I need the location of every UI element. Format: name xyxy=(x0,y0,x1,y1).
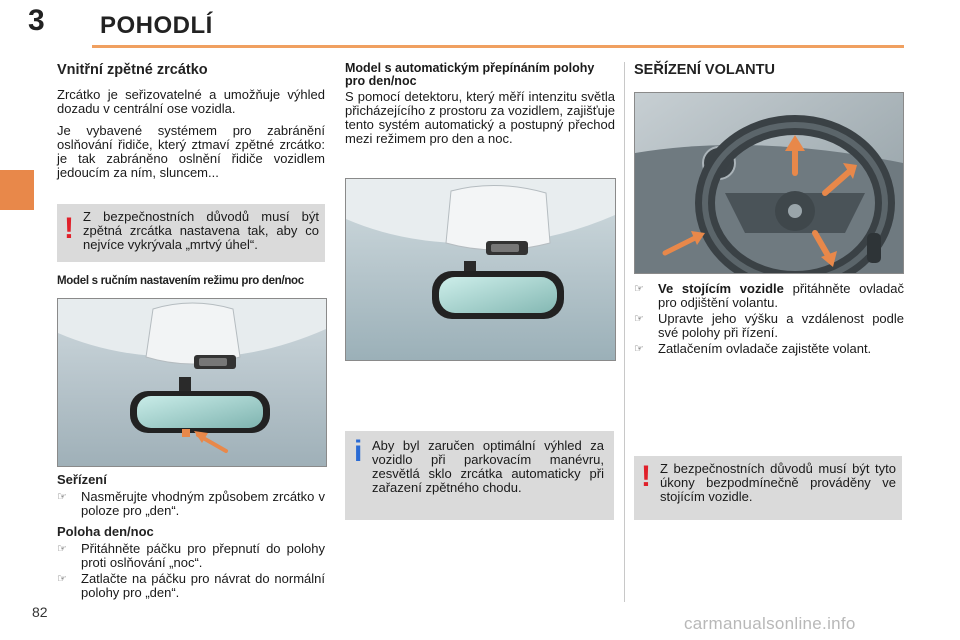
daynight-item-1 xyxy=(57,542,325,570)
auto-mode-text: S pomocí detektoru, který měří intenzitu světla přicházejícího z prostoru za vozidlem, zajišťuje tento systém automatický a postupný přechod mezi režimem pro den a noc. xyxy=(345,89,615,146)
steering-item-text: Zatlačením ovladače zajistěte volant. xyxy=(658,341,872,356)
section-title-steering: SEŘÍZENÍ VOLANTU xyxy=(634,62,775,78)
steering-item-bold: Ve stojícím vozidle xyxy=(658,281,784,296)
steering-item-rest: přitáhněte ovladač pro odjištění volantu. xyxy=(658,281,904,310)
bullet-icon: ☞ xyxy=(634,313,644,325)
middle-column xyxy=(345,62,615,146)
steering-item-1 xyxy=(634,282,904,310)
left-column xyxy=(57,62,325,180)
figure-auto-mirror xyxy=(345,178,616,361)
steering-item-2 xyxy=(634,312,904,340)
watermark: carmanualsonline.info xyxy=(684,614,856,633)
steering-item-text xyxy=(658,282,904,310)
info-icon: i xyxy=(354,435,363,468)
info-text-reverse: Aby byl zaručen optimální výhled za vozidlo při parkovacím manévru, zesvětlá sklo zrcátka automaticky při zařazení zpětného chodu. xyxy=(372,438,604,495)
bullet-icon: ☞ xyxy=(57,573,67,585)
steering-item-3 xyxy=(634,342,904,356)
warning-box-mirror xyxy=(57,204,325,262)
section-title-mirror: Vnitřní zpětné zrcátko xyxy=(57,62,208,78)
adjust-item-text: Nasměrujte vhodným způsobem zrcátko v poloze pro „den“. xyxy=(81,489,325,518)
figure-steering-wheel xyxy=(634,92,904,274)
warning-icon: ! xyxy=(64,212,74,245)
header-rule xyxy=(92,45,904,48)
warning-text-mirror: Z bezpečnostních důvodů musí být zpětná zrcátka nastavena tak, aby co nejvíce vykrývala „mrtvý úhel“. xyxy=(83,209,319,252)
bullet-icon: ☞ xyxy=(57,543,67,555)
manual-mirror-illustration xyxy=(58,299,326,466)
chapter-number: 3 xyxy=(28,4,45,37)
auto-mode-heading: Model s automatickým přepínáním polohy pro den/noc xyxy=(345,61,595,88)
bullet-icon: ☞ xyxy=(634,283,644,295)
figure-manual-mirror xyxy=(57,298,327,467)
page-number: 82 xyxy=(32,604,48,620)
column-divider xyxy=(624,62,625,602)
auto-mirror-illustration xyxy=(346,179,615,360)
chapter-title: POHODLÍ xyxy=(100,12,213,39)
mirror-intro: Zrcátko je seřizovatelné a umožňuje výhled dozadu v centrální ose vozidla. xyxy=(57,87,325,116)
warning-text-steering: Z bezpečnostních důvodů musí být tyto úkony bezpodmínečně prováděny ve stojícím vozidle. xyxy=(660,461,896,504)
bullet-icon: ☞ xyxy=(634,343,644,355)
mirror-antiglare: Je vybavené systémem pro zabránění oslňování řidiče, který ztmaví zpětné zrcátko: je tak zabráněno oslnění řidiče vozidlem jedoucím za ním, sluncem... xyxy=(57,123,325,180)
info-box-reverse xyxy=(345,431,614,520)
daynight-item-text: Zatlačte na páčku pro návrat do normální polohy pro „den“. xyxy=(81,571,325,600)
chapter-side-tab xyxy=(0,170,34,210)
adjust-item xyxy=(57,490,325,518)
steering-item-text: Upravte jeho výšku a vzdálenost podle své polohy při řízení. xyxy=(658,311,904,340)
right-column xyxy=(634,62,904,78)
daynight-heading: Poloha den/noc xyxy=(57,524,154,539)
adjust-heading: Seřízení xyxy=(57,472,107,487)
manual-mode-heading: Model s ručním nastavením režimu pro den/noc xyxy=(57,275,304,287)
warning-icon: ! xyxy=(641,460,651,493)
warning-box-steering xyxy=(634,456,902,520)
daynight-item-2 xyxy=(57,572,325,600)
steering-wheel-illustration xyxy=(635,93,903,273)
daynight-item-text: Přitáhněte páčku pro přepnutí do polohy proti oslňování „noc“. xyxy=(81,541,325,570)
bullet-icon: ☞ xyxy=(57,491,67,503)
